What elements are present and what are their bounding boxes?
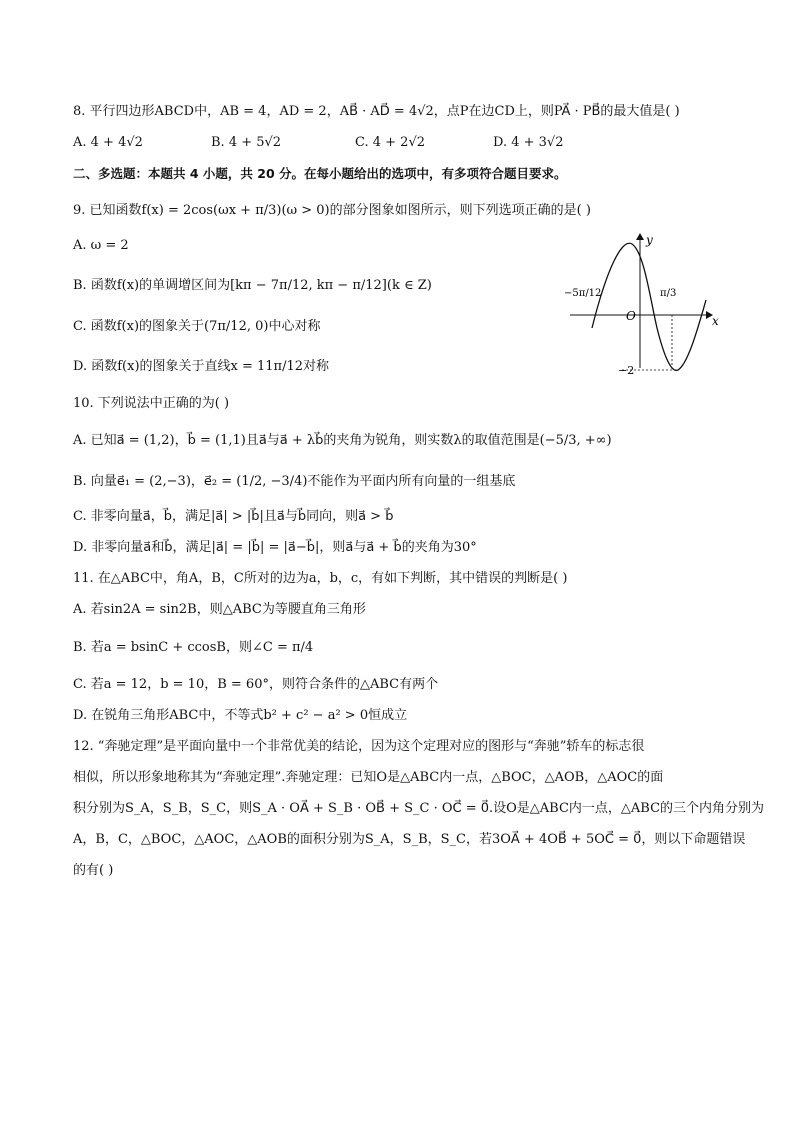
curve xyxy=(592,243,706,370)
q11-option-a: A. 若sin2A = sin2B，则△ABC为等腰直角三角形 xyxy=(73,602,366,617)
q12-line-2: 相似，所以形象地称其为“奔驰定理”.奔驰定理：已知O是△ABC内一点，△BOC，△AOB，△AOC的面 xyxy=(73,770,664,785)
q12-line-3: 积分别为S_A，S_B，S_C，则S_A · OA⃗ + S_B · OB⃗ + S_C · OC⃗ = 0⃗.设O是△ABC内一点，△ABC的三个内角分别为 xyxy=(73,801,765,816)
q11-option-c: C. 若a = 12，b = 10，B = 60°，则符合条件的△ABC有两个 xyxy=(73,677,439,692)
q9-option-d: D. 函数f(x)的图象关于直线x = 11π/12对称 xyxy=(73,359,330,374)
q9-option-b: B. 函数f(x)的单调增区间为[kπ − 7π/12, kπ − π/12](k ∈ Z) xyxy=(73,278,432,293)
q9-stem: 9. 已知函数f(x) = 2cos(ωx + π/3)(ω > 0)的部分图象如图所示，则下列选项正确的是( ) xyxy=(73,203,591,218)
q11-option-d: D. 在锐角三角形ABC中，不等式b² + c² − a² > 0恒成立 xyxy=(73,708,408,723)
q8-option-a: A. 4 + 4√2 xyxy=(73,135,143,150)
q10-option-d: D. 非零向量a⃗和b⃗，满足|a⃗| = |b⃗| = |a⃗−b⃗|，则a⃗与a⃗ + b⃗的夹角为30° xyxy=(73,540,477,555)
q11-option-b: B. 若a = bsinC + ccosB，则∠C = π/4 xyxy=(73,640,314,655)
q11-stem: 11. 在△ABC中，角A，B，C所对的边为a，b，c，有如下判断，其中错误的判断是( ) xyxy=(73,571,568,586)
q9-option-a: A. ω = 2 xyxy=(73,238,129,253)
cosine-graph xyxy=(562,228,732,378)
q10-option-a: A. 已知a⃗ = (1,2)，b⃗ = (1,1)且a⃗与a⃗ + λb⃗的夹角为锐角，则实数λ的取值范围是(−5/3, +∞) xyxy=(73,433,612,448)
q8-options xyxy=(73,133,563,153)
q9-option-c: C. 函数f(x)的图象关于(7π/12, 0)中心对称 xyxy=(73,319,321,334)
origin-label: O xyxy=(626,309,636,323)
x-label: x xyxy=(712,314,719,328)
q10-stem: 10. 下列说法中正确的为( ) xyxy=(73,396,230,411)
min-label: −2 xyxy=(618,364,635,377)
left-intercept-label: −5π/12 xyxy=(564,288,602,299)
y-label: y xyxy=(646,233,653,247)
q12-line-4: A，B，C，△BOC，△AOC，△AOB的面积分别为S_A，S_B，S_C，若3OA⃗ + 4OB⃗ + 5OC⃗ = 0⃗，则以下命题错误 xyxy=(73,832,746,847)
q8-option-b: B. 4 + 5√2 xyxy=(211,135,282,150)
pi3-label: π/3 xyxy=(660,288,677,299)
q12-line-1: 12. “奔驰定理”是平面向量中一个非常优美的结论，因为这个定理对应的图形与“奔驰”轿车的标志很 xyxy=(73,739,645,754)
section-header: 二、多选题：本题共 4 小题，共 20 分。在每小题给出的选项中，有多项符合题目要求。 xyxy=(73,166,567,181)
q10-option-b: B. 向量e⃗₁ = (2,−3)，e⃗₂ = (1/2, −3/4)不能作为平面内所有向量的一组基底 xyxy=(73,474,516,489)
q8-option-d: D. 4 + 3√2 xyxy=(493,135,564,150)
q12-line-5: 的有( ) xyxy=(73,863,114,878)
q8-stem: 8. 平行四边形ABCD中，AB = 4，AD = 2，AB⃗ · AD⃗ = 4√2，点P在边CD上，则PA⃗ · PB⃗的最大值是( ) xyxy=(73,104,680,119)
q8-option-c: C. 4 + 2√2 xyxy=(355,135,426,150)
q10-option-c: C. 非零向量a⃗，b⃗，满足|a⃗| > |b⃗|且a⃗与b⃗同向，则a⃗ > b⃗ xyxy=(73,509,394,524)
